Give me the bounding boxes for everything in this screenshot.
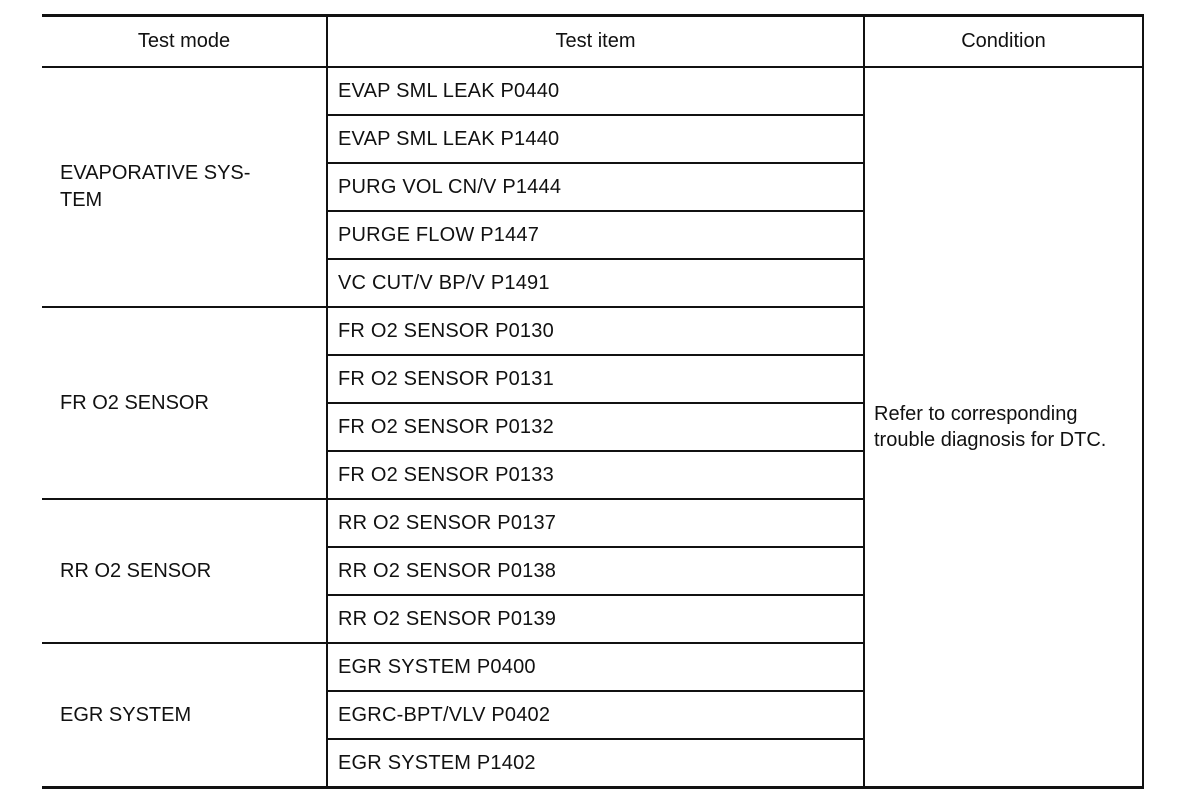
test-mode-rr-o2-sensor: RR O2 SENSOR (42, 499, 327, 643)
test-item: PURG VOL CN/V P1444 (327, 163, 864, 211)
test-item: EGRC-BPT/VLV P0402 (327, 691, 864, 739)
test-item: FR O2 SENSOR P0131 (327, 355, 864, 403)
test-item: EVAP SML LEAK P0440 (327, 67, 864, 115)
test-mode-label: EVAPORATIVE SYS- (60, 162, 251, 184)
test-item: EGR SYSTEM P1402 (327, 739, 864, 788)
table-row (42, 67, 1143, 115)
test-mode-evaporative-system (42, 67, 327, 307)
test-item: FR O2 SENSOR P0133 (327, 451, 864, 499)
test-item: RR O2 SENSOR P0137 (327, 499, 864, 547)
test-mode-table (42, 14, 1144, 789)
test-item: EVAP SML LEAK P1440 (327, 115, 864, 163)
test-item: RR O2 SENSOR P0139 (327, 595, 864, 643)
test-item: FR O2 SENSOR P0130 (327, 307, 864, 355)
test-item: PURGE FLOW P1447 (327, 211, 864, 259)
condition-cell: Refer to corresponding trouble diagnosis for DTC. (864, 67, 1143, 788)
test-item: VC CUT/V BP/V P1491 (327, 259, 864, 307)
test-mode-fr-o2-sensor: FR O2 SENSOR (42, 307, 327, 499)
table-header-row (42, 16, 1143, 68)
test-mode-egr-system: EGR SYSTEM (42, 643, 327, 788)
test-item: EGR SYSTEM P0400 (327, 643, 864, 691)
test-item: FR O2 SENSOR P0132 (327, 403, 864, 451)
test-mode-label: TEM (60, 189, 103, 211)
test-item: RR O2 SENSOR P0138 (327, 547, 864, 595)
header-condition: Condition (864, 16, 1143, 68)
header-test-mode: Test mode (42, 16, 327, 68)
header-test-item: Test item (327, 16, 864, 68)
